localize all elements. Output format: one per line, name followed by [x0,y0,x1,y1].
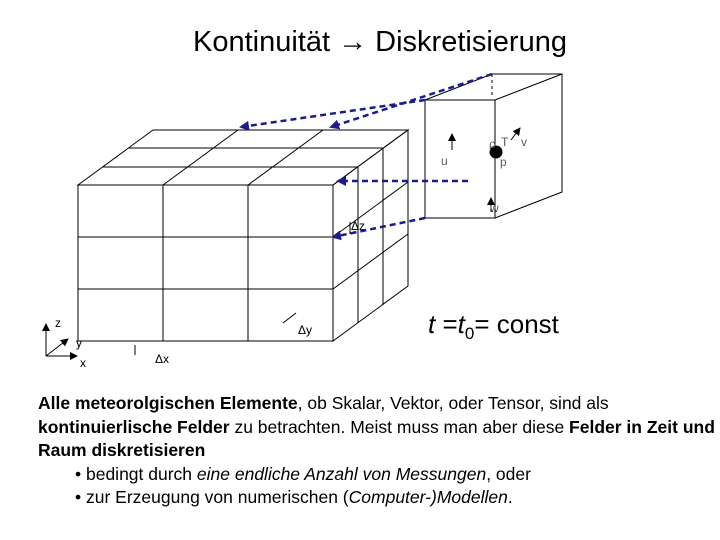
label-y: y [76,336,82,350]
spacing-labels [135,219,365,366]
cell-contents [441,128,527,215]
bullet-2-suffix: . [507,487,513,507]
body-text [38,392,718,510]
time-eq-sign: = [435,309,458,339]
grid-cube [78,130,408,341]
bold-phrase-3: Felder in Zeit und Raum diskretisieren [38,416,715,460]
label-w: w [490,201,499,215]
label-v: v [521,135,527,149]
dy-tick [283,313,296,323]
bullet-1-italic: eine endliche Anzahl von Messungen [196,463,487,484]
bullet-2 [38,486,718,510]
label-z: z [55,316,61,330]
label-T: T [501,135,509,149]
label-dy: Δy [298,323,313,337]
time-t: t [428,309,436,339]
bold-phrase-2: kontinuierlische Felder [38,416,230,437]
label-x: x [80,356,86,370]
v-arrow [511,128,520,140]
bullet-2-italic: Computer-)Modellen [348,487,508,507]
time-const: = const [474,309,559,339]
bullet-2-prefix: • zur Erzeugung von numerischen ( [75,487,349,507]
time-equation [428,309,559,344]
projection-arrow-1 [241,100,425,127]
bullet-1-suffix: , oder [486,463,531,484]
page-title: Kontinuität → Diskretisierung [193,26,567,58]
plain-phrase-2: zu betrachten. Meist muss man aber diese [229,416,570,437]
label-u: u [441,154,448,168]
bullet-1 [38,463,718,487]
time-t0: t [457,309,465,339]
label-rho: ρ [489,137,496,151]
coordinate-axes [46,316,86,370]
bullet-1-prefix: • bedingt durch [75,463,197,484]
label-dz: Δz [351,219,366,233]
label-dx: Δx [155,352,170,366]
y-axis [46,339,68,356]
bold-phrase-1: Alle meteorolgischen Elemente [38,393,298,413]
paragraph-1 [38,392,718,463]
time-subscript: 0 [464,324,475,343]
plain-phrase-1: , ob Skalar, Vektor, oder Tensor, sind als [297,393,609,413]
label-p: p [500,155,507,169]
cube-front-face [78,185,333,341]
